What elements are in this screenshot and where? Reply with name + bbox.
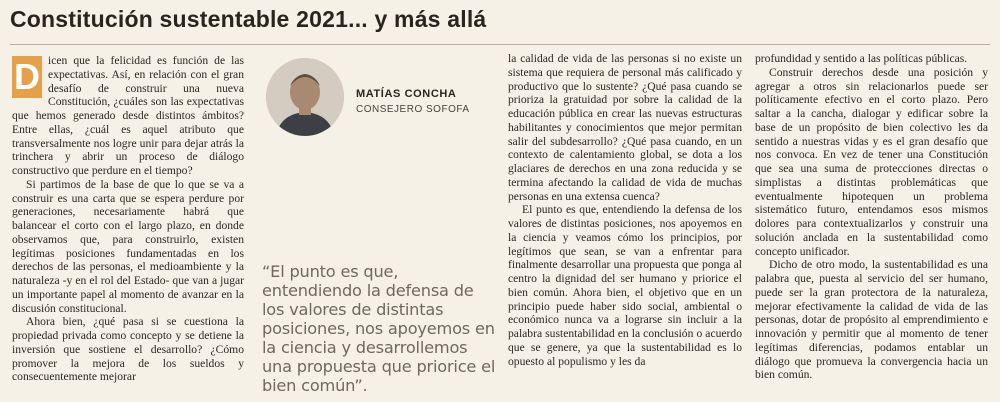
paragraph: profundidad y sentido a las políticas públicas. [755, 52, 968, 65]
avatar [266, 58, 344, 136]
paragraph: El punto es que, entendiendo la defensa de los valores de distintas posiciones, nos apoyemos en la ciencia y veamos cómo los principios, por legítimos que sean, se van a enfrentar para finalmente desarrollar una propuesta que ponga al centro la dignidad del ser humano y priorice el bien común. Ahora bien, el objetivo que en un principio puede haber sido social, ambiental o económico nunca va a lograrse sin incluir a la palabra sustentabilidad en la conclusión o acuerdo que se genere, ya que la sustentabilidad es lo opuesto al populismo y les da [508, 203, 742, 368]
headline: Constitución sustentable 2021... y más allá [10, 6, 487, 32]
paragraph: Si partimos de la base de que lo que se va a construir es una carta que se espera perdure por generaciones, necesariamente habrá que balancear el corto con el largo plazo, en donde observamos que, para construirlo, existen legítimas posiciones fundamentadas en los derechos de las personas, el medioambiente y la naturaleza -y en el rol del Estado- que van a jugar un importante papel al momento de avanzar en la discusión constitucional. [12, 177, 244, 315]
paragraph: Construir derechos desde una posición y agregar a otros sin relacionarlos puede ser políticamente efectivo en el corto plazo. Pero saltar a la cancha, dialogar y edificar sobre la base de un propósito de bien colectivo les da sentido a nuestras vidas y es el gran desafío que nos convoca. En vez de tener una Constitución que sea una suma de protecciones directas o simplistas a distintas problemáticas que eventualmente hipotequen un problema sistemático futuro, entendamos esos mismos dolores para contextualizarlos y construir una solución anclada en la sustentabilidad como concepto unificador. [755, 65, 988, 258]
pull-quote: “El punto es que, entendiendo la defensa de los valores de distintas posiciones, nos apoyemos en la ciencia y desarrollemos una propuesta que priorice el bien común”. [262, 262, 496, 395]
paragraph: Ahora bien, ¿qué pasa si se cuestiona la propiedad privada como concepto y se detiene la inversión que sostiene el desarrollo? ¿Cómo promover la mejora de los sueldos y consecuentemente mejorar [12, 315, 244, 384]
headline-rule [10, 44, 990, 45]
column-3 [508, 52, 742, 368]
author-role: CONSEJERO SOFOFA [356, 104, 470, 115]
author-block [258, 56, 498, 176]
author-photo-icon [266, 58, 344, 136]
column-1 [12, 54, 244, 384]
paragraph: D icen que la felicidad es función de las expectativas. Así, en relación con el gran desafío de construir una nueva Constitución, ¿cuáles son las expectativas que hemos generado desde distintos ámbitos? Entre ellas, ¿cuál es aquel atributo que transversalmente nos logre unir para dejar atrás la trinchera y abrir un proceso de diálogo constructivo que perdure en el tiempo? [12, 54, 244, 177]
paragraph: Dicho de otro modo, la sustentabilidad es una palabra que, puesta al servicio del ser humano, puede ser la gran protectora de la naturaleza, mejorar efectivamente la calidad de vida de las personas, dotar de propósito al emprendimiento e innovación y permitir que al momento de tener legítimas diferencias, podamos entablar un diálogo que promueva la convergencia hacia un bien común. [755, 258, 988, 382]
author-name: MATÍAS CONCHA [356, 88, 457, 100]
drop-cap: D [14, 56, 40, 97]
column-4 [755, 52, 988, 382]
paragraph: la calidad de vida de las personas si no existe un sistema que requiera de personal más calificado y productivo que lo sustente? ¿Qué pasa cuando se prioriza la gratuidad por sobre la calidad de la educación pública en crear las nuevas estructuras habilitantes y conocimientos que mejor permitan salir del subdesarrollo? ¿Qué pasa cuando, en un contexto de calentamiento global, se dota a los glaciares de derechos en una zona reducida y se termina afectando la calidad de vida de muchas personas en una extensa cuenca? [508, 52, 742, 203]
